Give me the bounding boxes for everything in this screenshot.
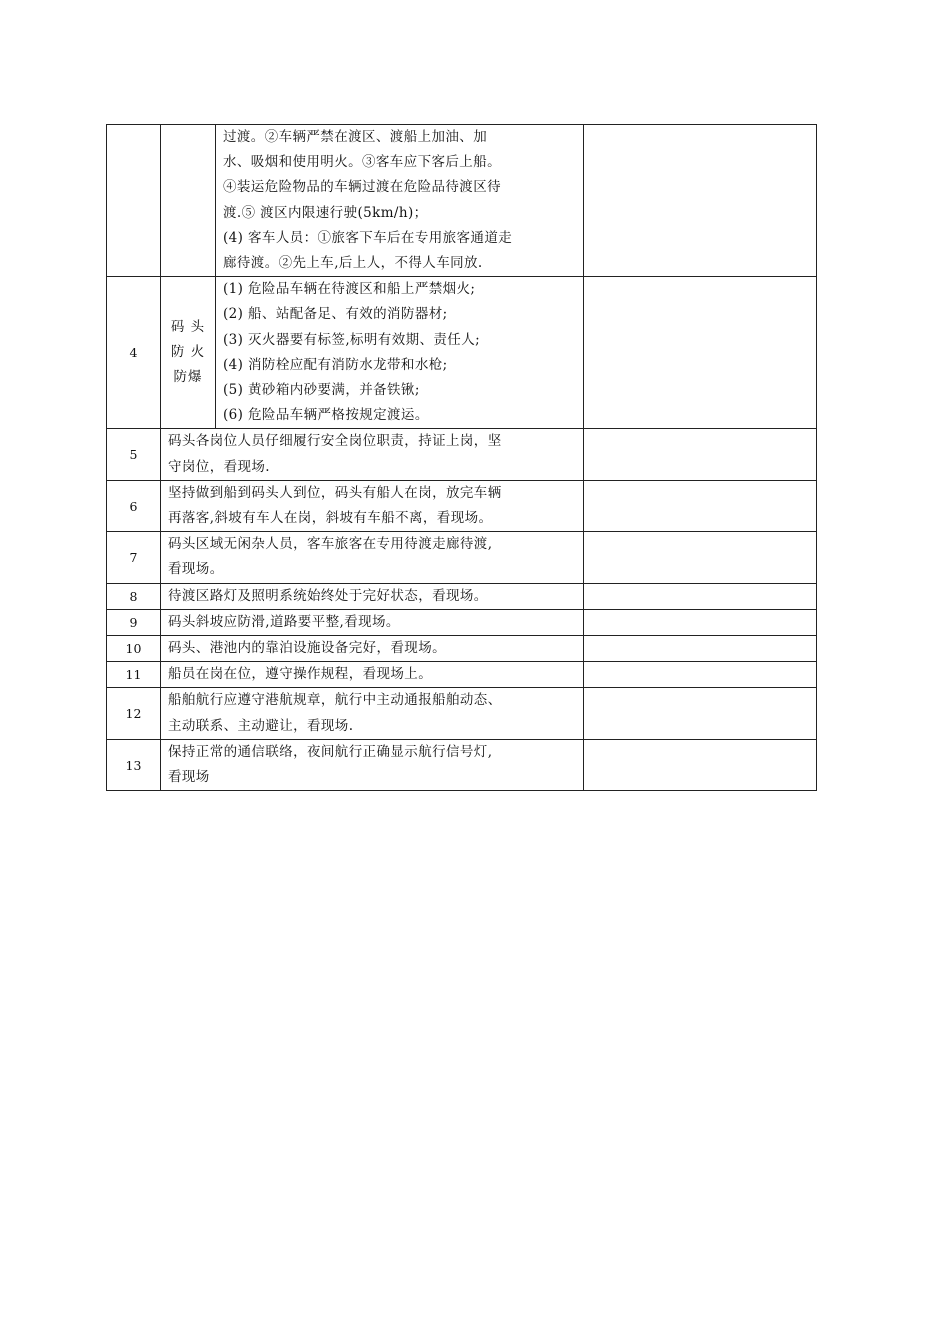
item-title-line: 防 火 (170, 344, 206, 361)
content-line: 码头各岗位人员仔细履行安全岗位职责，持证上岗，坚 (168, 433, 502, 450)
content-cell (216, 125, 584, 277)
content-line: 再落客,斜坡有车人在岗，斜坡有车船不离，看现场。 (168, 510, 493, 527)
item-title-line: 防爆 (173, 369, 203, 386)
table-row (107, 532, 817, 583)
remarks-cell (584, 277, 817, 429)
content-line: ④装运危险物品的车辆过渡在危险品待渡区待 (223, 179, 501, 196)
row-number-cell: 11 (107, 662, 161, 688)
content-cell (161, 429, 584, 480)
table-row (107, 429, 817, 480)
remarks-cell (584, 532, 817, 583)
content-cell (161, 609, 584, 635)
content-line: 船舶航行应遵守港航规章，航行中主动通报船舶动态、 (168, 692, 502, 709)
content-line: (5) 黄砂箱内砂要满，并备铁锹; (223, 382, 420, 399)
row-number-cell: 8 (107, 583, 161, 609)
content-cell (161, 739, 584, 790)
content-line: 码头、港池内的靠泊设施设备完好，看现场。 (168, 640, 446, 657)
content-line: (3) 灭火器要有标签,标明有效期、责任人; (223, 331, 481, 348)
content-cell (161, 662, 584, 688)
table-row (107, 480, 817, 531)
table-row (107, 125, 817, 277)
remarks-cell (584, 739, 817, 790)
table-row (107, 662, 817, 688)
row-number-cell: 9 (107, 609, 161, 635)
row-number-cell: 7 (107, 532, 161, 583)
row-number-cell: 13 (107, 739, 161, 790)
content-cell (161, 688, 584, 739)
table-row (107, 277, 817, 429)
content-line: 船员在岗在位，遵守操作规程，看现场上。 (168, 666, 433, 683)
item-cell (161, 125, 216, 277)
inspection-table (106, 124, 817, 791)
table-row (107, 688, 817, 739)
remarks-cell (584, 429, 817, 480)
remarks-cell (584, 609, 817, 635)
remarks-cell (584, 125, 817, 277)
content-line: 主动联系、主动避让，看现场. (168, 717, 354, 734)
content-cell (161, 532, 584, 583)
content-line: 过渡。②车辆严禁在渡区、渡船上加油、加 (223, 129, 488, 145)
content-line: 渡.⑤ 渡区内限速行驶(5km/h)； (223, 204, 428, 221)
row-number-cell: 10 (107, 636, 161, 662)
content-line: 看现场 (168, 769, 210, 786)
remarks-cell (584, 583, 817, 609)
content-line: (4) 消防栓应配有消防水龙带和水枪; (223, 356, 448, 373)
content-line: 码头区域无闲杂人员，客车旅客在专用待渡走廊待渡, (168, 536, 493, 553)
content-cell (216, 277, 584, 429)
content-line: 坚持做到船到码头人到位，码头有船人在岗，放完车辆 (168, 484, 502, 501)
remarks-cell (584, 688, 817, 739)
content-line: (1) 危险品车辆在待渡区和船上严禁烟火; (223, 281, 476, 298)
table-row (107, 609, 817, 635)
content-line: (4) 客车人员：①旅客下车后在专用旅客通道走 (223, 229, 513, 246)
row-number-cell (107, 125, 161, 277)
item-title-line: 码 头 (170, 319, 206, 336)
content-line: 保持正常的通信联络，夜间航行正确显示航行信号灯, (168, 743, 493, 760)
item-title (171, 315, 205, 390)
content-line: 廊待渡。②先上车,后上人，不得人车同放. (223, 255, 483, 272)
content-line: 水、吸烟和使用明火。③客车应下客后上船。 (223, 154, 501, 171)
content-line: (6) 危险品车辆严格按规定渡运。 (223, 407, 429, 424)
content-cell (161, 636, 584, 662)
remarks-cell (584, 662, 817, 688)
content-line: (2) 船、站配备足、有效的消防器材; (223, 306, 448, 323)
row-number-cell: 6 (107, 480, 161, 531)
row-number-cell: 4 (107, 277, 161, 429)
content-line: 看现场。 (168, 561, 224, 578)
table-row (107, 739, 817, 790)
content-line: 码头斜坡应防滑,道路要平整,看现场。 (168, 613, 400, 630)
content-line: 待渡区路灯及照明系统始终处于完好状态，看现场。 (168, 587, 488, 604)
content-cell (161, 583, 584, 609)
table-row (107, 583, 817, 609)
content-cell (161, 480, 584, 531)
row-number-cell: 12 (107, 688, 161, 739)
content-line: 守岗位，看现场. (168, 458, 270, 475)
item-cell (161, 277, 216, 429)
table-row (107, 636, 817, 662)
remarks-cell (584, 636, 817, 662)
row-number-cell: 5 (107, 429, 161, 480)
remarks-cell (584, 480, 817, 531)
